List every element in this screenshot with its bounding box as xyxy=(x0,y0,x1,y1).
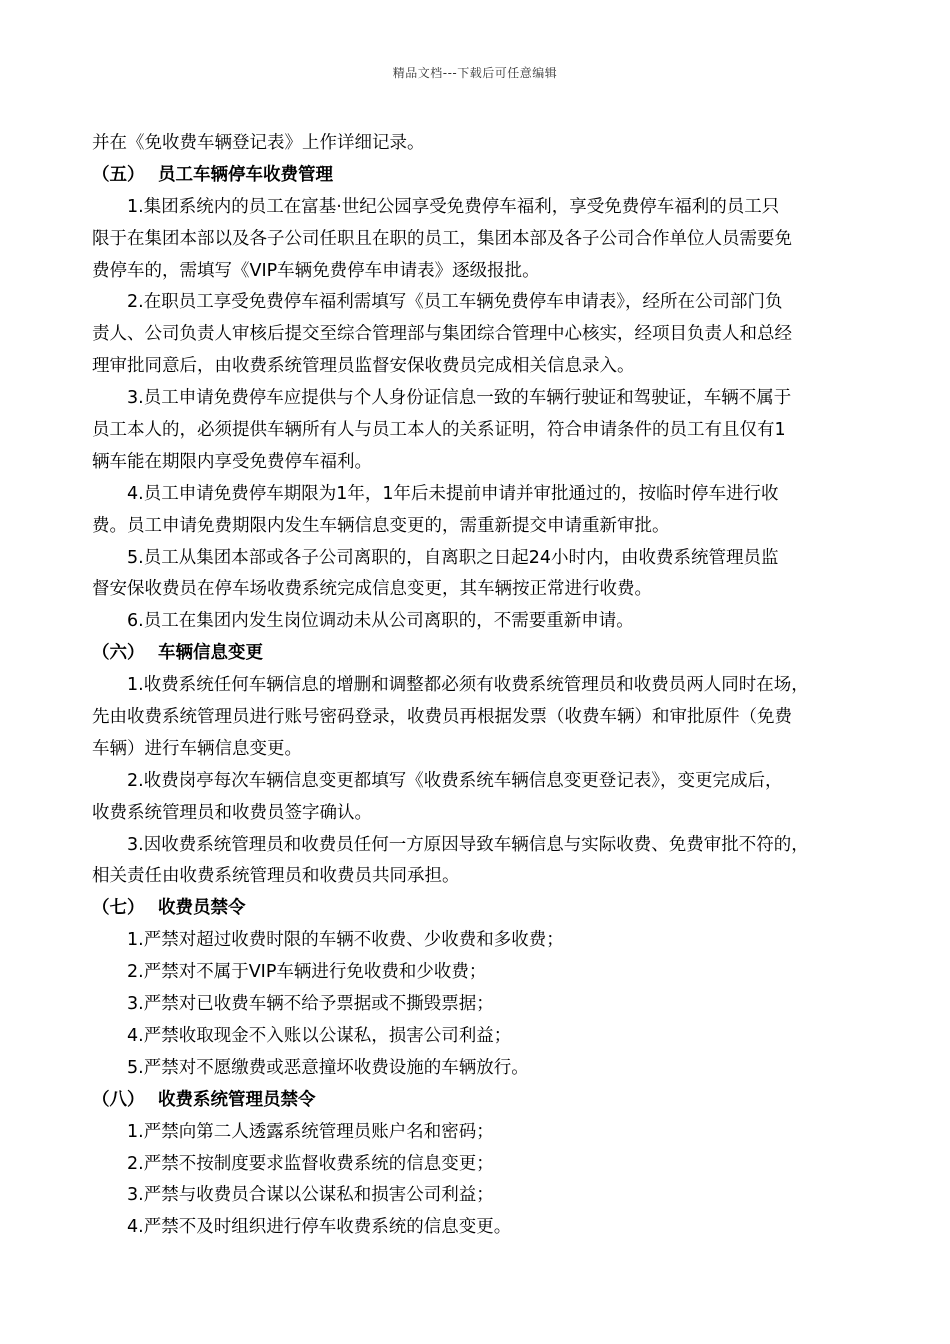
section-title: 收费系统管理员禁令 xyxy=(158,1089,316,1110)
text-line: 车辆）进行车辆信息变更。 xyxy=(92,738,302,759)
section-title: 员工车辆停车收费管理 xyxy=(158,164,333,185)
text-line: 4.严禁不及时组织进行停车收费系统的信息变更。 xyxy=(127,1217,512,1238)
text-line: 1.严禁向第二人透露系统管理员账户名和密码； xyxy=(127,1121,494,1142)
text-line: 相关责任由收费系统管理员和收费员共同承担。 xyxy=(92,866,460,887)
text-line: 3.严禁与收费员合谋以公谋私和损害公司利益； xyxy=(127,1185,494,1206)
paragraph xyxy=(92,606,872,638)
text-line: 5.员工从集团本部或各子公司离职的，自离职之日起24小时内，由收费系统管理员监 xyxy=(127,547,779,568)
text-line: 费。员工申请免费期限内发生车辆信息变更的，需重新提交申请重新审批。 xyxy=(92,515,670,536)
text-line: 收费系统管理员和收费员签字确认。 xyxy=(92,802,372,823)
text-line: 辆车能在期限内享受免费停车福利。 xyxy=(92,451,372,472)
paragraph xyxy=(92,1149,872,1181)
text-line: 2.收费岗亭每次车辆信息变更都填写《收费系统车辆信息变更登记表》，变更完成后， xyxy=(127,770,783,791)
text-line: 5.严禁对不愿缴费或恶意撞坏收费设施的车辆放行。 xyxy=(127,1057,529,1078)
text-line: 6.员工在集团内发生岗位调动未从公司离职的，不需要重新申请。 xyxy=(127,611,634,632)
section-heading xyxy=(92,638,872,670)
text-line: 费停车的，需填写《VIP车辆免费停车申请表》逐级报批。 xyxy=(92,260,540,281)
paragraph xyxy=(92,1021,872,1053)
text-line: 1.严禁对超过收费时限的车辆不收费、少收费和多收费； xyxy=(127,930,564,951)
section-heading xyxy=(92,160,872,192)
paragraph xyxy=(92,670,872,766)
text-line: 理审批同意后，由收费系统管理员监督安保收费员完成相关信息录入。 xyxy=(92,356,635,377)
section-heading xyxy=(92,1085,872,1117)
paragraph xyxy=(92,925,872,957)
paragraph xyxy=(92,287,872,383)
paragraph xyxy=(92,1180,872,1212)
section-number: （五） xyxy=(92,164,145,185)
text-line: 3.严禁对已收费车辆不给予票据或不撕毁票据； xyxy=(127,994,494,1015)
text-line: 1.集团系统内的员工在富基·世纪公园享受免费停车福利，享受免费停车福利的员工只 xyxy=(127,196,780,217)
paragraph xyxy=(92,383,872,479)
text-line: 1.收费系统任何车辆信息的增删和调整都必须有收费系统管理员和收费员两人同时在场， xyxy=(127,675,809,696)
paragraph xyxy=(92,1053,872,1085)
text-line: 3.员工申请免费停车应提供与个人身份证信息一致的车辆行驶证和驾驶证，车辆不属于 xyxy=(127,388,792,409)
text-line: 2.严禁不按制度要求监督收费系统的信息变更； xyxy=(127,1153,494,1174)
paragraph xyxy=(92,766,872,830)
text-line: 限于在集团本部以及各子公司任职且在职的员工，集团本部及各子公司合作单位人员需要免 xyxy=(92,228,792,249)
page-header: 精品文档---下载后可任意编辑 xyxy=(392,66,558,80)
paragraph xyxy=(92,543,872,607)
section-title: 收费员禁令 xyxy=(158,898,246,919)
paragraph xyxy=(92,1117,872,1149)
text-line: 3.因收费系统管理员和收费员任何一方原因导致车辆信息与实际收费、免费审批不符的， xyxy=(127,834,809,855)
text-line: 督安保收费员在停车场收费系统完成信息变更，其车辆按正常进行收费。 xyxy=(92,579,652,600)
section-heading xyxy=(92,893,872,925)
text-line: 责人、公司负责人审核后提交至综合管理部与集团综合管理中心核实，经项目负责人和总经 xyxy=(92,324,792,345)
section-number: （八） xyxy=(92,1089,145,1110)
document-body xyxy=(92,128,872,1244)
section-number: （六） xyxy=(92,643,145,664)
paragraph xyxy=(92,989,872,1021)
text-line: 员工本人的，必须提供车辆所有人与员工本人的关系证明，符合申请条件的员工有且仅有1 xyxy=(92,420,786,441)
paragraph xyxy=(92,1212,872,1244)
text-line: 4.严禁收取现金不入账以公谋私，损害公司利益； xyxy=(127,1025,512,1046)
text-line: 4.员工申请免费停车期限为1年，1年后未提前申请并审批通过的，按临时停车进行收 xyxy=(127,483,779,504)
text-line: 并在《免收费车辆登记表》上作详细记录。 xyxy=(92,133,425,153)
paragraph xyxy=(92,192,872,288)
section-number: （七） xyxy=(92,898,145,919)
text-line: 2.在职员工享受免费停车福利需填写《员工车辆免费停车申请表》，经所在公司部门负 xyxy=(127,292,783,313)
text-line: 先由收费系统管理员进行账号密码登录，收费员再根据发票（收费车辆）和审批原件（免费 xyxy=(92,707,792,728)
section-title: 车辆信息变更 xyxy=(158,643,263,664)
paragraph xyxy=(92,479,872,543)
paragraph xyxy=(92,830,872,894)
paragraph xyxy=(92,128,872,160)
text-line: 2.严禁对不属于VIP车辆进行免收费和少收费； xyxy=(127,962,487,983)
paragraph xyxy=(92,957,872,989)
